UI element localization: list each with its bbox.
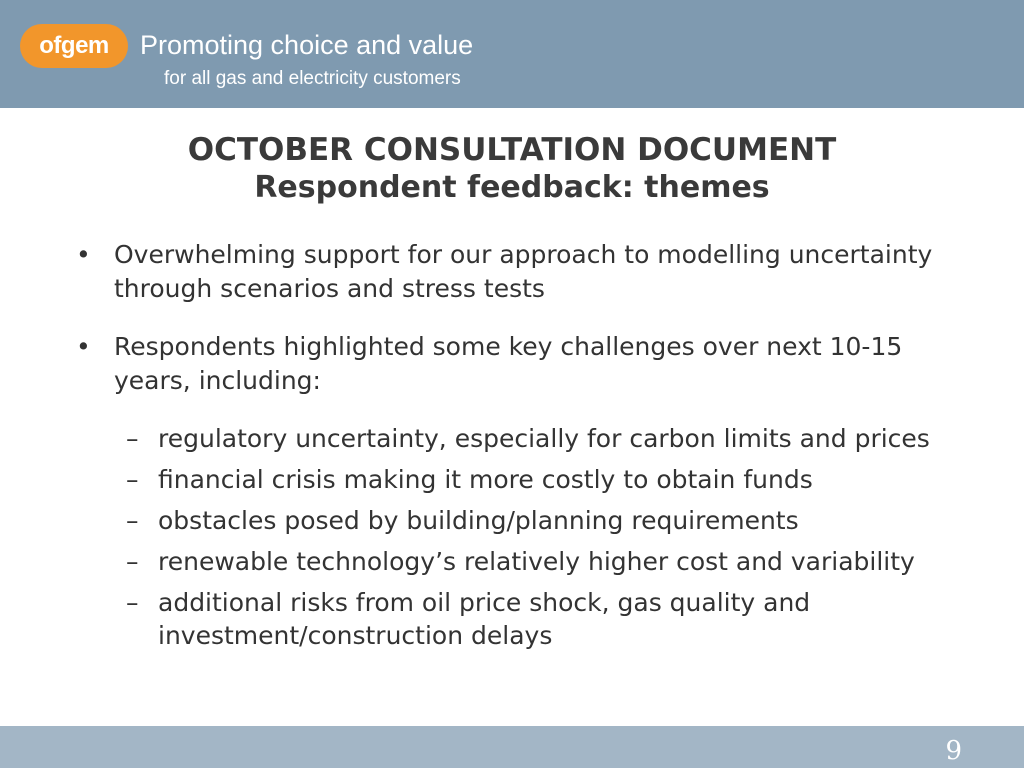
bullet-marker: • [76, 332, 91, 361]
footer-band [0, 726, 1024, 768]
title-line-2: Respondent feedback: themes [254, 170, 770, 205]
slide-title [0, 132, 1024, 208]
sub-bullet-text: additional risks from oil price shock, gas quality and investment/construction delays [158, 588, 811, 650]
sub-bullet-item [126, 422, 956, 455]
sub-bullet-text: regulatory uncertainty, especially for carbon limits and prices [158, 424, 930, 453]
bullet-marker: • [76, 240, 91, 269]
sub-bullet-marker: – [126, 465, 139, 494]
title-line-1: OCTOBER CONSULTATION DOCUMENT [187, 132, 837, 168]
tagline-line-2: for all gas and electricity customers [164, 68, 461, 89]
sub-bullet-marker: – [126, 506, 139, 535]
bullet-text: Overwhelming support for our approach to modelling uncertainty through scenarios and stress tests [114, 240, 933, 303]
sub-bullet-text: obstacles posed by building/planning requirements [158, 506, 799, 535]
sub-bullet-item [126, 463, 956, 496]
sub-bullet-text: financial crisis making it more costly to obtain funds [158, 465, 813, 494]
bullet-item [76, 238, 956, 306]
sub-bullet-item [126, 504, 956, 537]
sub-bullet-marker: – [126, 424, 139, 453]
ofgem-logo: ofgem [20, 24, 128, 68]
tagline-line-1: Promoting choice and value [140, 30, 474, 60]
sub-bullet-list [126, 422, 956, 652]
sub-bullet-text: renewable technology’s relatively higher cost and variability [158, 547, 915, 576]
sub-bullet-item [126, 545, 956, 578]
bullet-text: Respondents highlighted some key challenges over next 10-15 years, including: [114, 332, 903, 395]
slide-content [76, 238, 956, 660]
sub-bullet-marker: – [126, 588, 139, 617]
sub-bullet-marker: – [126, 547, 139, 576]
sub-bullet-item [126, 586, 956, 652]
bullet-item [76, 330, 956, 398]
page-number: 9 [945, 736, 962, 766]
